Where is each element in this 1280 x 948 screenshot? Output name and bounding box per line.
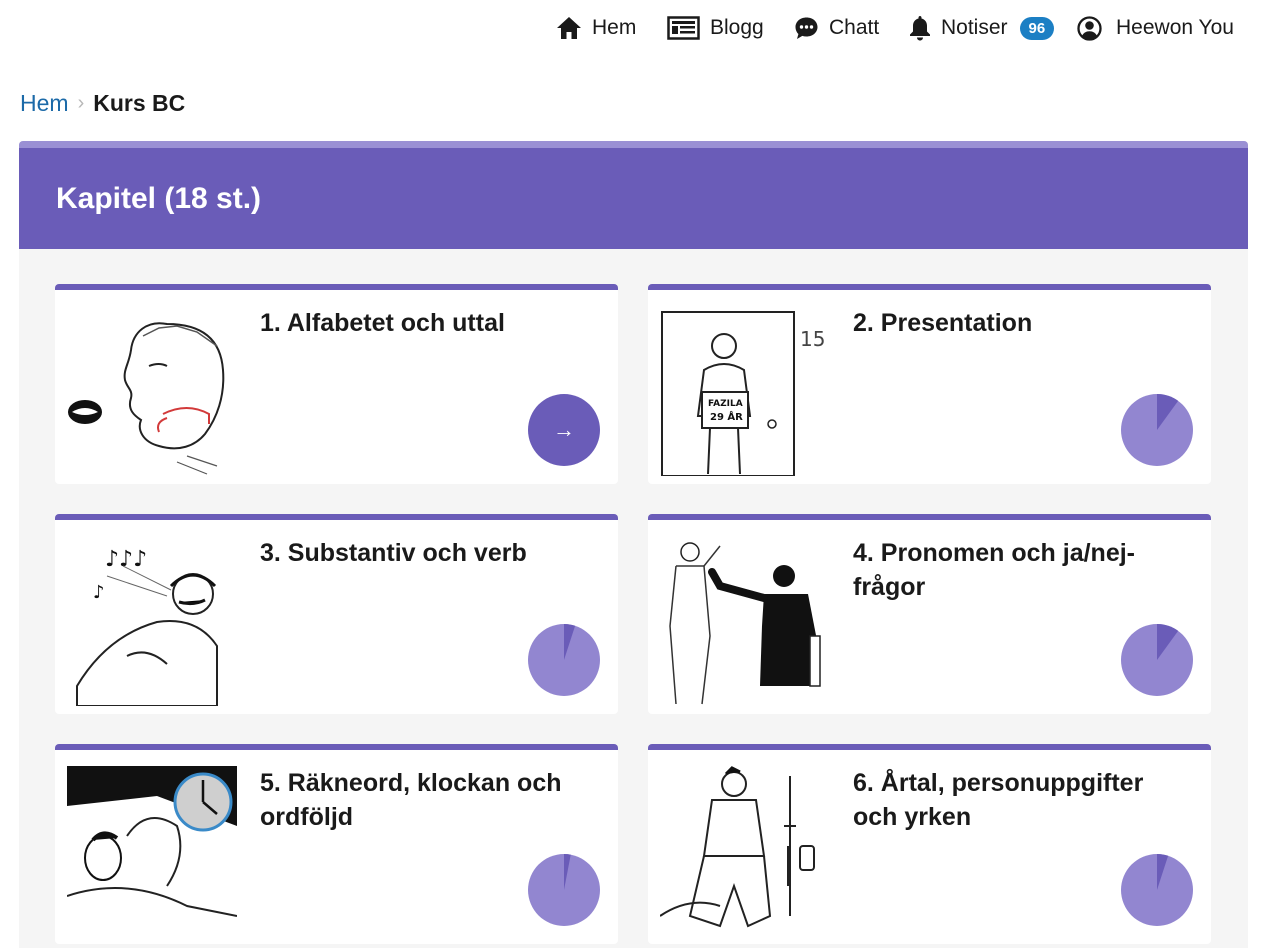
chapter-card-4[interactable]	[648, 514, 1211, 714]
chapter-title: 1. Alfabetet och uttal	[260, 309, 505, 337]
bell-icon	[909, 15, 931, 41]
nav-notifications-label: Notiser	[941, 16, 1008, 39]
svg-text:15: 15	[800, 327, 826, 351]
chapter-card-6[interactable]	[648, 744, 1211, 944]
chapter-card-1[interactable]	[55, 284, 618, 484]
chapter-illustration-clock-sleep	[67, 766, 237, 936]
chapter-progress-pie	[528, 624, 600, 696]
nav-notifications[interactable]	[909, 12, 1054, 44]
chapter-title: 6. Årtal, personuppgifter och yrken	[853, 769, 1144, 831]
breadcrumb	[20, 90, 185, 117]
chapter-illustration-music-listener	[67, 536, 237, 706]
chapters-panel-title: Kapitel (18 st.)	[56, 181, 262, 215]
nav-blog-label: Blogg	[710, 16, 764, 39]
chapter-progress-pie	[1121, 394, 1193, 466]
chapter-progress-pie	[1121, 624, 1193, 696]
notification-count-badge: 96	[1020, 17, 1055, 40]
nav-home[interactable]	[556, 12, 636, 44]
chapter-progress-pie	[528, 854, 600, 926]
top-navigation	[0, 0, 1280, 56]
nav-blog[interactable]	[667, 12, 764, 44]
start-chapter-button[interactable]	[528, 394, 600, 466]
chapters-panel-header	[19, 141, 1248, 249]
nav-chat-label: Chatt	[829, 16, 880, 39]
chapter-illustration-pronunciation	[67, 306, 237, 476]
chapter-card-3[interactable]	[55, 514, 618, 714]
chevron-right-icon: ›	[77, 92, 85, 114]
chapter-illustration-presentation	[660, 306, 830, 476]
arrow-right-icon: →	[553, 417, 575, 442]
breadcrumb-current: Kurs BC	[93, 90, 186, 116]
chapter-illustration-electrician	[660, 766, 830, 936]
home-icon	[556, 16, 582, 40]
chat-icon	[794, 16, 819, 41]
chapter-card-5[interactable]	[55, 744, 618, 944]
user-avatar-icon	[1077, 16, 1102, 41]
blog-icon	[667, 16, 700, 40]
svg-text:♪♪♪: ♪♪♪	[105, 547, 148, 572]
chapter-title: 4. Pronomen och ja/nej-frågor	[853, 539, 1135, 601]
nav-home-label: Hem	[592, 16, 637, 39]
chapter-title: 2. Presentation	[853, 309, 1033, 337]
svg-text:FAZILA: FAZILA	[708, 399, 743, 409]
chapter-card-2[interactable]	[648, 284, 1211, 484]
nav-chat[interactable]	[794, 12, 879, 44]
nav-user-name: Heewon You	[1116, 16, 1234, 39]
breadcrumb-home-link[interactable]: Hem	[20, 90, 69, 116]
chapters-panel	[19, 141, 1248, 948]
chapter-title: 3. Substantiv och verb	[260, 539, 527, 567]
chapter-progress-pie	[1121, 854, 1193, 926]
svg-text:♪: ♪	[93, 582, 105, 603]
chapter-title: 5. Räkneord, klockan och ordföljd	[260, 769, 562, 831]
nav-user-menu[interactable]	[1077, 12, 1234, 44]
chapter-illustration-greeting	[660, 536, 830, 706]
svg-text:29 ÅR: 29 ÅR	[710, 412, 743, 423]
